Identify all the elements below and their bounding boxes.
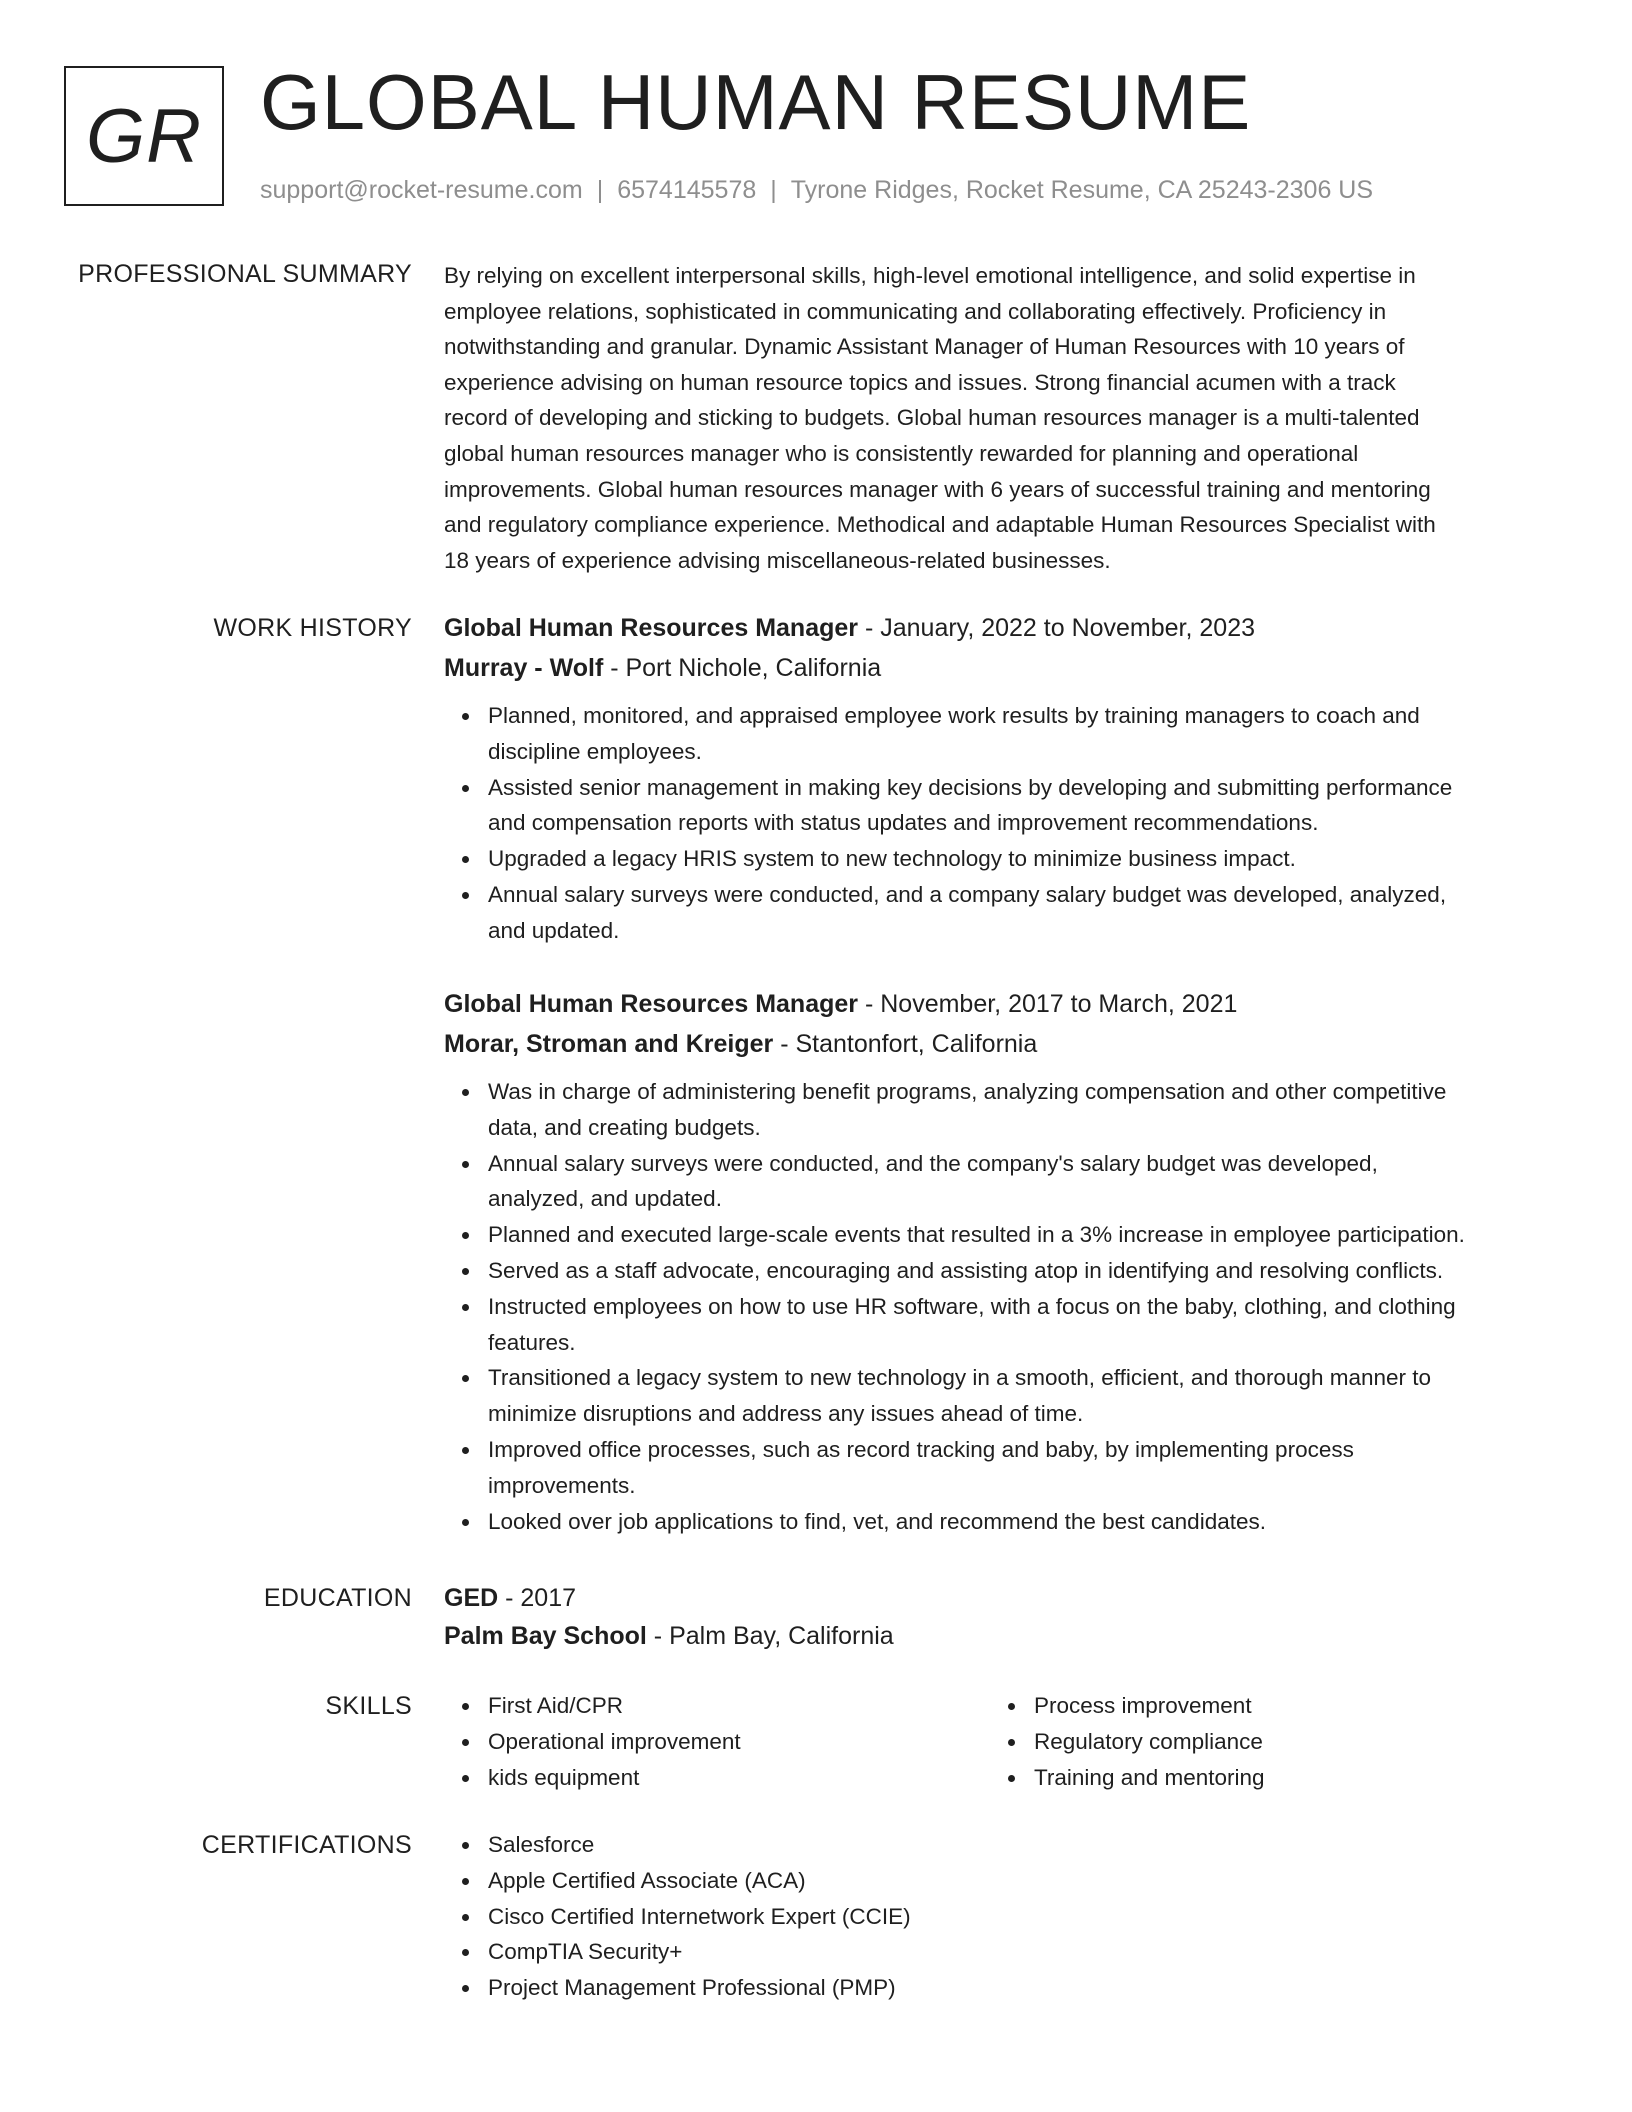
bullet-line: Transitioned a legacy system to new technology in a smooth, efficient, and thorough manner to [488, 1365, 1432, 1391]
summary-heading: PROFESSIONAL SUMMARY [78, 260, 412, 288]
contact-phone: 6574145578 [617, 176, 757, 204]
job-bullet [488, 1432, 1558, 1504]
bullet-line: Served as a staff advocate, encouraging and assisting atop in identifying and resolving conflicts. [488, 1257, 1444, 1283]
skills-lists [444, 1688, 1558, 1795]
job-bullet [488, 1289, 1558, 1361]
skill-item: kids equipment [488, 1760, 990, 1796]
bullet-line: discipline employees. [488, 738, 702, 764]
bullet-line: Planned, monitored, and appraised employee work results by training managers to coach and [488, 703, 1420, 728]
skill-item: Process improvement [1034, 1688, 1534, 1724]
contact-email: support@rocket-resume.com [260, 176, 583, 204]
contact-address: Tyrone Ridges, Rocket Resume, CA 25243-2306 US [790, 176, 1374, 204]
bullet-line: features. [488, 1329, 576, 1355]
certifications-body [444, 1827, 1558, 2006]
summary-line: By relying on excellent interpersonal skills, high-level emotional intelligence, and solid expertise in [444, 263, 1416, 288]
job-bullet [488, 1253, 1558, 1289]
job-bullet [488, 1146, 1558, 1218]
bullet-line: Was in charge of administering benefit programs, analyzing compensation and other competitive [488, 1079, 1447, 1104]
certification-item: Cisco Certified Internetwork Expert (CCIE) [488, 1899, 1558, 1935]
education-degree-line [444, 1578, 1558, 1618]
bullet-line: data, and creating budgets. [488, 1114, 761, 1140]
skills-list-right [990, 1688, 1534, 1795]
job-dates: - November, 2017 to March, 2021 [858, 990, 1238, 1018]
certifications-list [444, 1827, 1558, 2006]
job-title-line [444, 608, 1558, 648]
bullet-line: Assisted senior management in making key decisions by developing and submitting performance [488, 774, 1453, 800]
skill-item: Regulatory compliance [1034, 1724, 1534, 1760]
education-school-line [444, 1616, 1558, 1656]
bullet-line: analyzed, and updated. [488, 1186, 722, 1212]
job-title: Global Human Resources Manager [444, 990, 859, 1018]
summary-line: improvements. Global human resources manager with 6 years of successful training and mentoring [444, 476, 1431, 502]
job-dates: - January, 2022 to November, 2023 [858, 614, 1256, 642]
job-location: - Port Nichole, California [603, 654, 882, 682]
certification-item: Apple Certified Associate (ACA) [488, 1863, 1558, 1899]
contact-separator: | [770, 176, 777, 204]
summary-body [444, 258, 1558, 578]
job-entry [444, 608, 1558, 949]
summary-line: experience advising on human resource topics and issues. Strong financial acumen with a track [444, 369, 1396, 395]
job-company: Murray - Wolf [444, 654, 604, 682]
job-bullet [488, 877, 1558, 949]
job-company-line [444, 1024, 1558, 1064]
bullet-line: and updated. [488, 917, 620, 943]
education-year: - 2017 [498, 1584, 577, 1612]
bullet-line: Instructed employees on how to use HR software, with a focus on the baby, clothing, and clothing [488, 1293, 1456, 1319]
job-location: - Stantonfort, California [773, 1030, 1038, 1058]
bullet-line: Upgraded a legacy HRIS system to new technology to minimize business impact. [488, 846, 1296, 872]
summary-line: notwithstanding and granular. Dynamic Assistant Manager of Human Resources with 10 years of [444, 334, 1405, 360]
bullet-line: minimize disruptions and address any issues ahead of time. [488, 1401, 1084, 1427]
education-school: Palm Bay School [444, 1622, 647, 1650]
certification-item: Project Management Professional (PMP) [488, 1970, 1558, 2006]
skill-item: Operational improvement [488, 1724, 990, 1760]
certifications-heading: CERTIFICATIONS [201, 1831, 412, 1859]
contact-line [260, 172, 1373, 208]
work-history-heading: WORK HISTORY [213, 614, 412, 642]
certification-item: Salesforce [488, 1827, 1558, 1863]
contact-separator: | [596, 176, 604, 204]
education-location: - Palm Bay, California [646, 1622, 894, 1650]
job-bullets [444, 1074, 1558, 1539]
job-company: Morar, Stroman and Kreiger [444, 1030, 774, 1058]
skills-heading: SKILLS [325, 1692, 412, 1720]
education-entry [444, 1578, 1558, 1656]
job-bullet [488, 1074, 1558, 1146]
skill-item: First Aid/CPR [488, 1688, 990, 1724]
summary-line: global human resources manager who is consistently rewarded for planning and operational [444, 440, 1359, 466]
skills-list-left [444, 1688, 990, 1795]
bullet-line: Annual salary surveys were conducted, and the company's salary budget was developed, [488, 1150, 1378, 1176]
bullet-line: and compensation reports with status updates and improvement recommendations. [488, 810, 1319, 836]
job-bullet [488, 841, 1558, 877]
job-company-line [444, 648, 1558, 688]
summary-line: employee relations, sophisticated in communicating and collaborating effectively. Proficiency in [444, 298, 1387, 324]
job-bullet [488, 1217, 1558, 1253]
job-title: Global Human Resources Manager [444, 614, 859, 642]
monogram-badge: GR [64, 66, 224, 206]
education-degree: GED [444, 1584, 499, 1612]
skill-item: Training and mentoring [1034, 1760, 1534, 1796]
summary-line: record of developing and sticking to budgets. Global human resources manager is a multi-talented [444, 405, 1420, 431]
certification-item: CompTIA Security+ [488, 1934, 1558, 1970]
bullet-line: Looked over job applications to find, vet, and recommend the best candidates. [488, 1508, 1266, 1534]
job-bullet [488, 770, 1558, 842]
bullet-line: Annual salary surveys were conducted, and a company salary budget was developed, analyzed, [488, 881, 1447, 907]
summary-line: 18 years of experience advising miscellaneous-related businesses. [444, 547, 1111, 573]
education-heading: EDUCATION [263, 1584, 412, 1612]
job-title-line [444, 984, 1558, 1024]
candidate-name: GLOBAL HUMAN RESUME [260, 58, 1252, 146]
job-bullet [488, 698, 1558, 770]
summary-line: and regulatory compliance experience. Methodical and adaptable Human Resources Specialist with [444, 512, 1436, 538]
job-bullet [488, 1360, 1558, 1432]
job-bullet [488, 1504, 1558, 1540]
bullet-line: improvements. [488, 1472, 636, 1498]
job-bullets [444, 698, 1558, 949]
bullet-line: Planned and executed large-scale events that resulted in a 3% increase in employee participation. [488, 1222, 1465, 1248]
bullet-line: Improved office processes, such as record tracking and baby, by implementing process [488, 1436, 1354, 1462]
job-entry [444, 984, 1558, 1539]
